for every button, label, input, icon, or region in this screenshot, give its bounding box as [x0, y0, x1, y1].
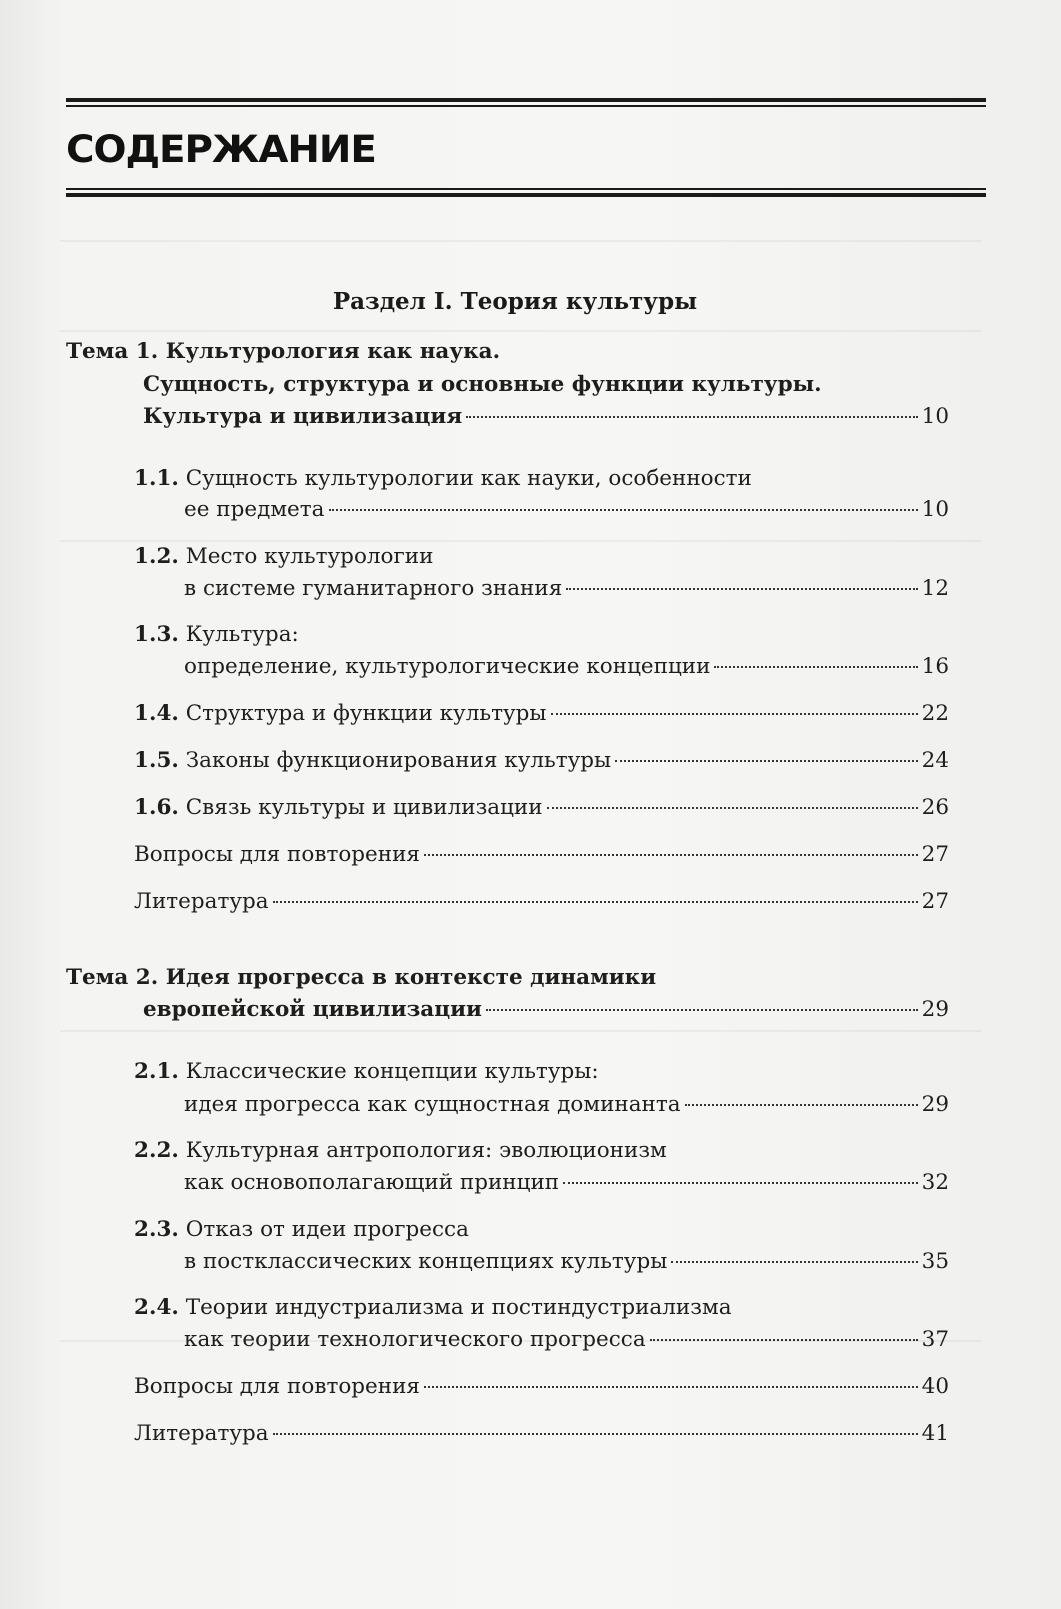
toc-item-1-1-line-1 — [134, 464, 752, 494]
item-text: Законы функционирования культуры — [185, 748, 612, 773]
item-text: Структура и функции культуры — [185, 701, 547, 726]
literature-label: Литература — [134, 1421, 269, 1446]
toc-entry-1-2[interactable] — [184, 574, 949, 604]
topic-1-title-line-3: Культура и цивилизация — [143, 404, 463, 429]
leader-dots — [685, 1104, 918, 1106]
bleed-through-line — [60, 1030, 981, 1032]
page-number: 40 — [921, 1374, 949, 1399]
item-text-continued: в постклассических концепциях культуры — [184, 1249, 668, 1274]
questions-label: Вопросы для повторения — [134, 842, 420, 867]
item-text: Культура: — [185, 622, 299, 647]
heading-bottom-rule — [66, 193, 986, 197]
topic-1-title-line-2: Сущность, структура и основные функции культуры. — [143, 372, 822, 397]
item-text-wrap — [134, 699, 547, 729]
toc-entry-topic-1[interactable] — [143, 402, 949, 432]
item-text: Сущность культурологии как науки, особенности — [185, 466, 752, 491]
topic-2-title-line-2: европейской цивилизации — [143, 997, 482, 1022]
item-number: 1.4. — [134, 701, 179, 726]
item-number: 2.1. — [134, 1059, 179, 1084]
item-number: 1.2. — [134, 544, 179, 569]
page-number: 12 — [921, 576, 949, 601]
leader-dots — [551, 713, 918, 715]
page-number: 29 — [921, 997, 949, 1022]
item-text-continued: определение, культурологические концепции — [184, 654, 711, 679]
toc-entry-literature-2[interactable] — [134, 1419, 949, 1449]
leader-dots — [671, 1261, 917, 1263]
bleed-through-line — [60, 330, 981, 332]
toc-entry-1-5[interactable] — [134, 746, 949, 776]
toc-entry-2-4[interactable] — [184, 1325, 949, 1355]
item-text: Место культурологии — [185, 544, 434, 569]
leader-dots — [714, 666, 917, 668]
leader-dots — [424, 854, 918, 856]
leader-dots — [424, 1386, 918, 1388]
toc-item-2-2-line-1 — [134, 1136, 667, 1166]
leader-dots — [650, 1339, 918, 1341]
item-text-wrap — [134, 746, 611, 776]
leader-dots — [273, 1433, 918, 1435]
section-title: Раздел I. Теория культуры — [332, 288, 698, 315]
toc-item-1-2-line-1 — [134, 542, 433, 572]
item-text: Теории индустриализма и постиндустриализма — [185, 1295, 732, 1320]
toc-entry-2-2[interactable] — [184, 1168, 949, 1198]
toc-entry-2-1[interactable] — [184, 1090, 949, 1120]
page-number: 22 — [921, 701, 949, 726]
toc-item-2-3-line-1 — [134, 1215, 469, 1245]
page-number: 29 — [921, 1092, 949, 1117]
item-text: Культурная антропология: эволюционизм — [185, 1138, 667, 1163]
toc-entry-1-3[interactable] — [184, 652, 949, 682]
page-number: 26 — [921, 795, 949, 820]
page-number: 27 — [921, 889, 949, 914]
page-number: 35 — [921, 1249, 949, 1274]
item-number: 2.2. — [134, 1138, 179, 1163]
page-heading: СОДЕРЖАНИЕ — [66, 128, 376, 171]
leader-dots — [547, 807, 918, 809]
item-number: 1.3. — [134, 622, 179, 647]
leader-dots — [566, 588, 917, 590]
item-text-continued: как теории технологического прогресса — [184, 1327, 646, 1352]
item-number: 1.1. — [134, 466, 179, 491]
bleed-through-line — [60, 240, 981, 242]
item-text: Связь культуры и цивилизации — [185, 795, 543, 820]
page-number: 24 — [921, 748, 949, 773]
toc-item-2-4-line-1 — [134, 1293, 732, 1323]
topic-2-title-line-1: Тема 2. Идея прогресса в контексте динамики — [66, 965, 657, 990]
toc-entry-1-1[interactable] — [184, 495, 949, 525]
questions-label: Вопросы для повторения — [134, 1374, 420, 1399]
leader-dots — [563, 1182, 918, 1184]
toc-entry-2-3[interactable] — [184, 1247, 949, 1277]
leader-dots — [615, 760, 917, 762]
toc-entry-1-4[interactable] — [134, 699, 949, 729]
page-number: 32 — [921, 1170, 949, 1195]
toc-item-2-1-line-1 — [134, 1057, 599, 1087]
toc-entry-questions-2[interactable] — [134, 1372, 949, 1402]
item-text-continued: в системе гуманитарного знания — [184, 576, 563, 601]
item-number: 2.4. — [134, 1295, 179, 1320]
item-text-continued: ее предмета — [184, 497, 325, 522]
leader-dots — [273, 901, 918, 903]
toc-entry-1-6[interactable] — [134, 793, 949, 823]
page-number: 10 — [921, 497, 949, 522]
item-text: Отказ от идеи прогресса — [185, 1217, 469, 1242]
page-number: 10 — [921, 404, 949, 429]
toc-entry-questions-1[interactable] — [134, 840, 949, 870]
heading-bottom-rule-thin — [66, 188, 986, 190]
item-text-continued: идея прогресса как сущностная доминанта — [184, 1092, 681, 1117]
heading-top-rule-thin — [66, 105, 986, 107]
toc-entry-literature-1[interactable] — [134, 887, 949, 917]
page-number: 41 — [921, 1421, 949, 1446]
item-number: 2.3. — [134, 1217, 179, 1242]
heading-top-rule — [66, 98, 986, 102]
item-number: 1.5. — [134, 748, 179, 773]
leader-dots — [486, 1009, 918, 1011]
page-number: 37 — [921, 1327, 949, 1352]
leader-dots — [329, 509, 918, 511]
topic-1-title-line-1: Тема 1. Культурология как наука. — [66, 339, 501, 364]
toc-item-1-3-line-1 — [134, 620, 299, 650]
item-text-continued: как основополагающий принцип — [184, 1170, 560, 1195]
toc-entry-topic-2[interactable] — [143, 995, 949, 1025]
item-number: 1.6. — [134, 795, 179, 820]
item-text-wrap — [134, 793, 543, 823]
page-number: 16 — [921, 654, 949, 679]
literature-label: Литература — [134, 889, 269, 914]
item-text: Классические концепции культуры: — [185, 1059, 599, 1084]
page-number: 27 — [921, 842, 949, 867]
leader-dots — [466, 416, 917, 418]
